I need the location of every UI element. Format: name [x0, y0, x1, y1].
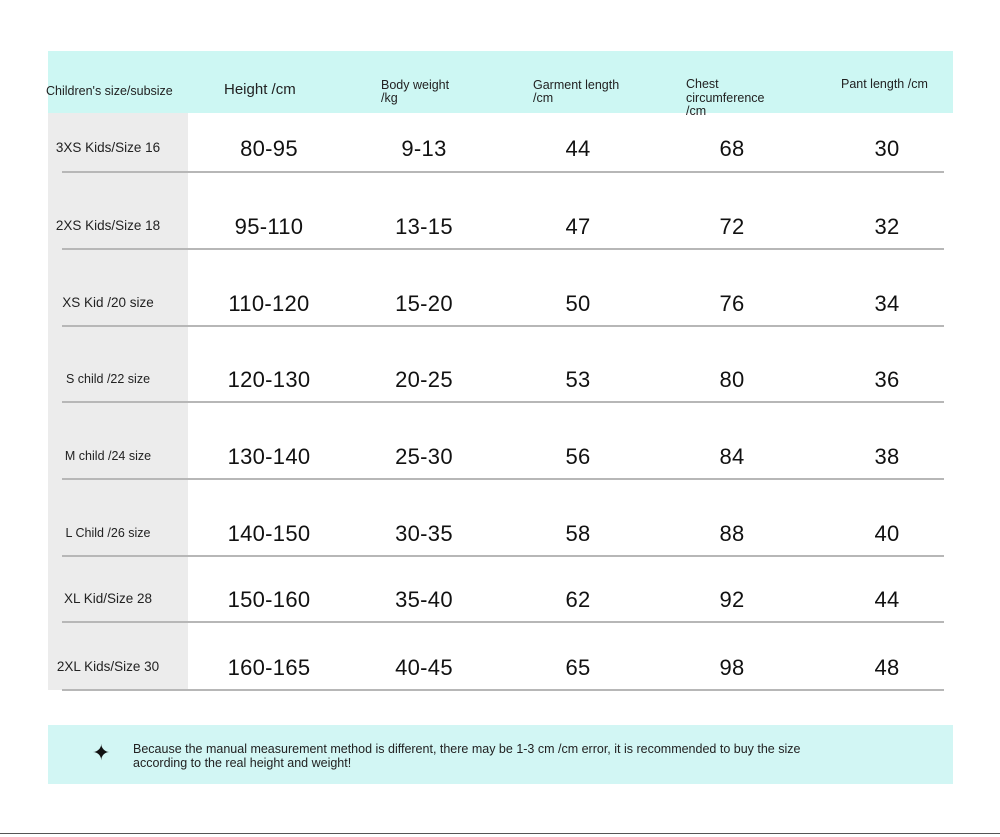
- row-divider: [62, 689, 944, 691]
- row-size: M child /24 size: [64, 449, 152, 463]
- row-garment-length: 65: [565, 655, 591, 680]
- table-row: [48, 113, 953, 173]
- row-height: 160-165: [227, 655, 311, 680]
- header-chest-line3: /cm: [686, 104, 707, 118]
- row-garment-length: 53: [565, 367, 591, 392]
- row-chest: 68: [719, 136, 745, 161]
- row-height: 130-140: [227, 444, 311, 469]
- row-pant-length: 38: [874, 444, 900, 469]
- row-chest: 98: [719, 655, 745, 680]
- row-body-weight: 9-13: [401, 136, 447, 161]
- row-pant-length: 48: [874, 655, 900, 680]
- row-chest: 76: [719, 291, 745, 316]
- table-row: [48, 557, 953, 623]
- header-body-weight: [381, 79, 471, 105]
- header-pant-length: Pant length /cm: [841, 77, 928, 91]
- table-row: [48, 327, 953, 404]
- row-pant-length: 40: [874, 521, 900, 546]
- table-header: [46, 51, 953, 118]
- four-point-star-icon: ✦: [92, 740, 111, 765]
- header-garment-length-line1: Garment length: [533, 78, 620, 92]
- row-height: 110-120: [228, 291, 310, 316]
- note-line-1: Because the manual measurement method is different, there may be 1-3 cm /cm error, it is recommended to buy the size: [133, 742, 801, 756]
- table-row: [48, 480, 953, 557]
- row-size: 3XS Kids/Size 16: [55, 140, 161, 155]
- note-line-2: according to the real height and weight!: [133, 756, 352, 770]
- bottom-divider: [0, 833, 1000, 834]
- row-body-weight: 30-35: [395, 521, 453, 546]
- header-size: Children's size/subsize: [46, 84, 173, 98]
- row-size: 2XL Kids/Size 30: [56, 659, 160, 674]
- row-pant-length: 30: [874, 136, 900, 161]
- row-body-weight: 20-25: [395, 367, 453, 392]
- header-garment-length: [533, 79, 643, 105]
- table-row: [48, 250, 953, 327]
- row-garment-length: 50: [565, 291, 591, 316]
- header-body-weight-line2: /kg: [381, 91, 398, 105]
- row-size: S child /22 size: [65, 372, 151, 386]
- header-body-weight-line1: Body weight: [381, 78, 450, 92]
- row-body-weight: 15-20: [395, 291, 453, 316]
- row-chest: 88: [719, 521, 745, 546]
- row-garment-length: 62: [565, 587, 591, 612]
- table-row: [48, 623, 953, 692]
- row-height: 120-130: [227, 367, 311, 392]
- header-garment-length-line2: /cm: [533, 91, 554, 105]
- row-chest: 84: [719, 444, 745, 469]
- row-height: 140-150: [227, 521, 311, 546]
- header-chest-line2: circumference: [686, 90, 765, 105]
- row-pant-length: 32: [874, 214, 900, 239]
- row-pant-length: 34: [874, 291, 900, 316]
- table-row: [48, 173, 953, 250]
- row-garment-length: 56: [565, 444, 591, 469]
- row-height: 150-160: [227, 587, 311, 612]
- row-pant-length: 36: [874, 367, 900, 392]
- row-garment-length: 47: [565, 214, 591, 239]
- row-pant-length: 44: [874, 587, 900, 612]
- row-garment-length: 44: [565, 136, 591, 161]
- header-chest-line1: Chest: [686, 77, 719, 91]
- table-row: [48, 403, 953, 480]
- row-size: XL Kid/Size 28: [63, 591, 153, 606]
- row-body-weight: 40-45: [395, 655, 453, 680]
- row-size: L Child /26 size: [65, 526, 151, 540]
- row-size: XS Kid /20 size: [62, 295, 154, 310]
- header-height: Height /cm: [224, 81, 296, 98]
- row-height: 80-95: [240, 136, 298, 161]
- row-size: 2XS Kids/Size 18: [55, 218, 161, 233]
- row-chest: 80: [719, 367, 745, 392]
- row-body-weight: 25-30: [395, 444, 453, 469]
- row-body-weight: 35-40: [395, 587, 453, 612]
- row-garment-length: 58: [565, 521, 591, 546]
- row-chest: 92: [719, 587, 745, 612]
- measurement-note: [48, 725, 953, 784]
- row-chest: 72: [719, 214, 745, 239]
- row-body-weight: 13-15: [395, 214, 453, 239]
- row-height: 95-110: [234, 214, 304, 239]
- note-text: [133, 742, 833, 770]
